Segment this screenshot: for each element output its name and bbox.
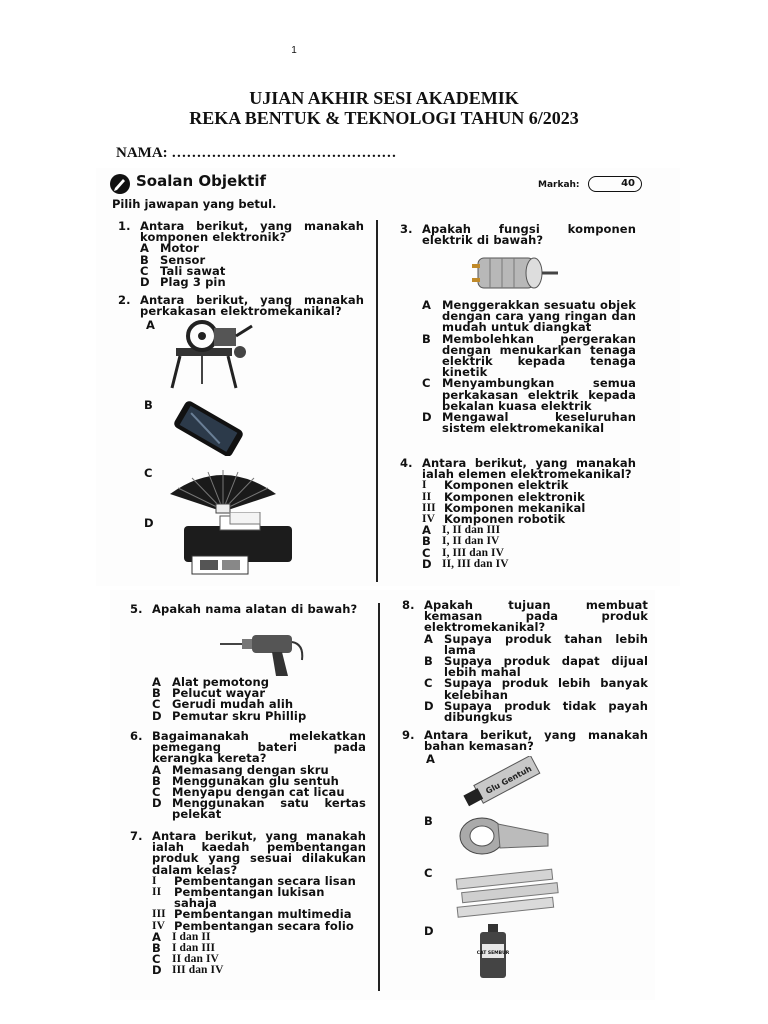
option-text: Supaya produk tahan lebih lama: [444, 631, 648, 657]
roman-key: II: [422, 490, 432, 503]
option-key: B: [422, 331, 431, 346]
option-text: Supaya produk dapat dijual lebih mahal: [444, 654, 648, 680]
option-key: A: [152, 762, 162, 777]
statement-text: Pembentangan multimedia: [174, 907, 352, 922]
option-c: [422, 378, 636, 412]
q2-label-c: C: [144, 466, 153, 480]
question-4: [400, 458, 636, 570]
spray-paint-image: [476, 922, 510, 980]
option-key: A: [422, 523, 432, 538]
question-stem: Antara berikut, yang manakah perkakasan elektromekanikal?: [140, 293, 364, 319]
option-b: [422, 331, 636, 380]
marks-label: Markah:: [538, 180, 580, 190]
option-text: Motor: [160, 241, 199, 256]
question-number: 7.: [130, 829, 143, 843]
question-8: [402, 600, 648, 723]
option-key: D: [422, 410, 432, 425]
option-text: Gerudi mudah alih: [172, 697, 294, 712]
option-b: [424, 656, 648, 678]
option-text: Membolehkan pergerakan dengan menukarkan tenaga elektrik kepada tenaga kinetik: [442, 331, 636, 380]
option-text: Sensor: [160, 252, 206, 267]
column-divider-bottom: [378, 603, 380, 991]
statement-text: Pembentangan lukisan sahaja: [174, 885, 325, 911]
roman-key: III: [422, 501, 436, 514]
option-text: Pemutar skru Phillip: [172, 708, 307, 723]
option-d: [152, 708, 366, 723]
question-number: 6.: [130, 729, 143, 743]
roman-key: III: [152, 908, 166, 921]
question-stem: Antara berikut, yang manakah ialah kaedah pembentangan produk yang sesuai dilakukan dalam kelas?: [152, 829, 366, 877]
option-key: D: [152, 708, 162, 723]
statement-text: Komponen mekanikal: [444, 500, 586, 515]
option-text: Menggunakan satu kertas pelekat: [172, 796, 366, 822]
option-text: Plag 3 pin: [160, 275, 226, 290]
option-text: Supaya produk lebih banyak kelebihan: [444, 676, 648, 702]
question-number: 1.: [118, 219, 131, 233]
section-title: Soalan Objektif: [136, 172, 267, 190]
option-text: I, II dan IV: [442, 535, 500, 548]
option-key: B: [152, 686, 161, 701]
instruction: Pilih jawapan yang betul.: [112, 197, 277, 211]
statement-text: Pembentangan secara lisan: [174, 873, 356, 888]
question-stem: Apakah nama alatan di bawah?: [152, 602, 358, 616]
q2-label-a: A: [146, 318, 155, 332]
option-d: [140, 277, 364, 288]
statement-text: Komponen elektrik: [444, 478, 569, 493]
option-text: Supaya produk tidak payah dibungkus: [444, 698, 648, 725]
roman-key: II: [152, 886, 162, 899]
statement-ii: [152, 887, 366, 909]
option-key: D: [424, 698, 434, 713]
option-key: B: [152, 773, 161, 788]
question-stem: Antara berikut, yang manakah komponen elektronik?: [140, 219, 364, 245]
option-d: [424, 698, 648, 725]
option-a: [422, 300, 636, 334]
option-key: B: [152, 941, 161, 956]
option-text: I dan II: [172, 930, 211, 943]
option-key: B: [140, 252, 149, 267]
option-key: D: [152, 796, 162, 811]
question-3: [400, 224, 636, 246]
q9-label-b: B: [424, 814, 433, 828]
q9-label-d: D: [424, 924, 434, 938]
option-text: Pelucut wayar: [172, 686, 266, 701]
marks-box: [588, 176, 642, 192]
name-field: NAMA: ………………………………………: [116, 145, 397, 161]
marks-total: 40: [621, 178, 635, 189]
option-key: D: [152, 963, 162, 978]
option-key: A: [422, 298, 432, 312]
column-divider-top: [376, 220, 378, 582]
option-text: Menyambungkan semua perkakasan elektrik kepada bekalan kuasa elektrik: [442, 376, 636, 413]
option-d: [422, 556, 636, 571]
section-header: [110, 170, 650, 194]
question-3-options: [400, 300, 636, 434]
question-9: [402, 730, 648, 752]
option-a: [424, 631, 648, 657]
option-key: A: [152, 675, 162, 689]
question-number: 9.: [402, 728, 415, 742]
option-text: Menggerakkan sesuatu objek dengan cara yang ringan dan mudah untuk diangkat: [442, 298, 636, 335]
spray-paint-text: CAT SEMBUR: [476, 951, 510, 956]
option-text: Menyapu dengan cat licau: [172, 785, 345, 800]
pencil-icon: [110, 174, 130, 194]
question-5: [130, 604, 366, 615]
glue-tube-image: [454, 756, 550, 810]
option-key: C: [152, 697, 161, 712]
question-stem: Apakah tujuan membuat kemasan pada produk elektromekanikal?: [424, 598, 648, 635]
option-text: I, II dan III: [442, 524, 501, 537]
option-d: [422, 412, 636, 434]
question-number: 5.: [130, 602, 143, 616]
exam-subtitle: REKA BENTUK & TEKNOLOGI TAHUN 6/2023: [189, 108, 579, 128]
roman-key: IV: [152, 919, 165, 932]
question-6: [130, 731, 366, 821]
option-key: C: [422, 545, 431, 560]
q2-label-b: B: [144, 398, 153, 412]
option-key: A: [424, 631, 434, 646]
option-d: [152, 798, 366, 820]
option-text: III dan IV: [172, 964, 224, 977]
option-d: [152, 965, 366, 976]
option-b: [422, 536, 636, 547]
option-text: II, III dan IV: [442, 557, 509, 570]
question-5-options: [130, 677, 366, 722]
q9-label-a: A: [426, 752, 435, 766]
option-text: Tali sawat: [160, 263, 226, 278]
roman-key: I: [422, 479, 427, 492]
option-c: [424, 678, 648, 700]
power-drill-image: [218, 630, 308, 678]
option-key: C: [424, 676, 433, 691]
option-text: I, III dan IV: [442, 546, 505, 559]
question-1: [118, 221, 364, 288]
printer-image: [170, 512, 298, 576]
option-key: C: [422, 376, 431, 391]
exam-title: UJIAN AKHIR SESI AKADEMIK: [249, 88, 519, 108]
q9-label-c: C: [424, 866, 433, 880]
option-key: A: [152, 929, 162, 944]
question-stem: Antara berikut, yang manakah ialah elemen elektromekanikal?: [422, 456, 636, 482]
roman-key: IV: [422, 513, 435, 526]
roman-key: I: [152, 874, 157, 887]
q2-label-d: D: [144, 516, 154, 530]
option-key: D: [140, 275, 150, 290]
option-text: Mengawal keseluruhan sistem elektromekanikal: [442, 410, 636, 436]
option-key: C: [152, 952, 161, 967]
option-key: C: [140, 263, 149, 278]
page-number: 1: [291, 45, 297, 56]
option-key: B: [424, 654, 433, 669]
question-stem: Bagaimanakah melekatkan pemegang bateri pada kerangka kereta?: [152, 729, 366, 766]
statement-text: Komponen robotik: [444, 512, 566, 527]
smartphone-image: [166, 400, 252, 456]
question-number: 2.: [118, 293, 131, 307]
question-number: 3.: [400, 222, 413, 236]
statement-text: Pembentangan secara folio: [174, 918, 354, 933]
option-key: D: [422, 556, 432, 571]
glue-tube-text: Glu Gentuh: [484, 764, 534, 796]
option-text: Menggunakan glu sentuh: [172, 773, 339, 788]
cutting-machine-image: [162, 318, 256, 390]
option-text: II dan IV: [172, 953, 219, 966]
question-stem: Antara berikut, yang manakah bahan kemasan?: [424, 728, 648, 754]
statement-text: Komponen elektronik: [444, 489, 585, 504]
option-text: Memasang dengan skru: [172, 762, 329, 777]
sandpaper-image: [452, 868, 562, 920]
question-stem: Apakah fungsi komponen elektrik di bawah?: [422, 222, 636, 248]
option-text: I dan III: [172, 942, 216, 955]
option-key: B: [422, 534, 431, 549]
hand-fan-image: [166, 464, 280, 514]
option-key: C: [152, 785, 161, 800]
question-2: [118, 295, 364, 317]
question-7: [130, 831, 366, 977]
option-text: Alat pemotong: [172, 675, 270, 689]
dc-motor-image: [470, 250, 560, 296]
question-number: 8.: [402, 598, 415, 612]
tape-roll-image: [452, 812, 552, 860]
option-key: A: [140, 241, 150, 256]
question-number: 4.: [400, 456, 413, 470]
